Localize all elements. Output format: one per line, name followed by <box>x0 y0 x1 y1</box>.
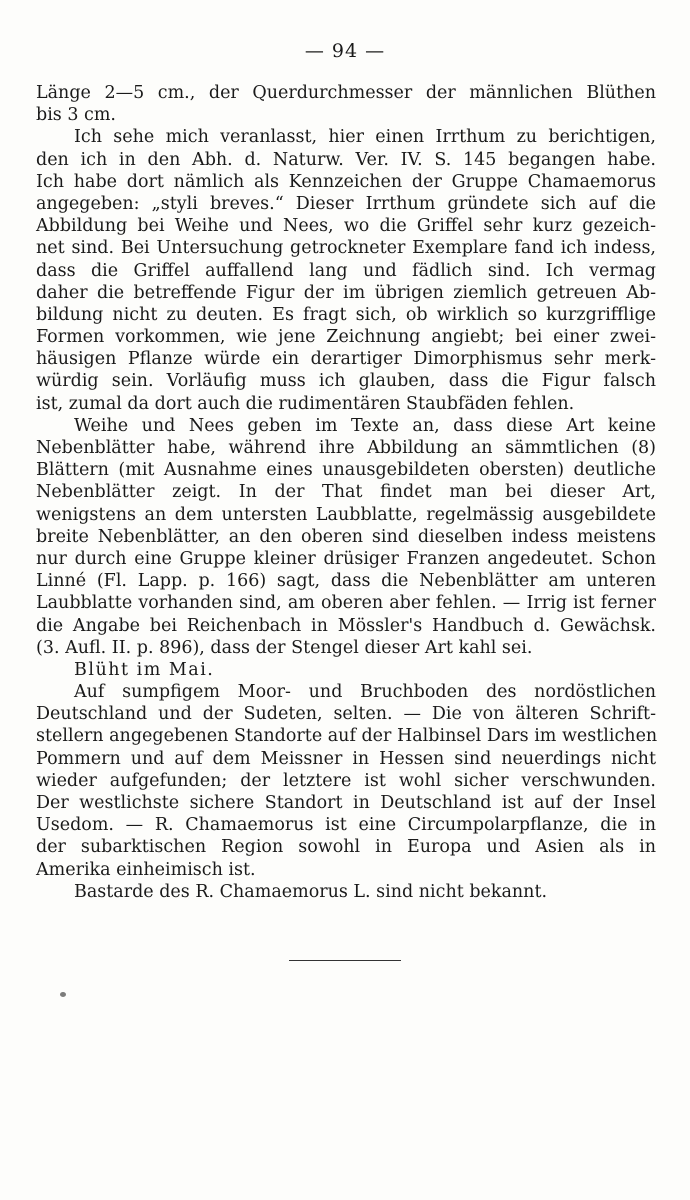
text-line: Amerika einheimisch ist. <box>36 859 256 880</box>
text-line: wieder aufgefunden; der letztere ist wohl sicher verschwunden. <box>36 770 656 791</box>
page-number: — 94 — <box>304 40 386 62</box>
text-line: bildung nicht zu deuten. Es fragt sich, ob wirklich so kurzgrifflige <box>36 304 656 325</box>
text-line: Blüht im Mai. <box>74 659 215 680</box>
text-line: Deutschland und der Sudeten, selten. — Die von älteren Schrift- <box>36 704 656 725</box>
text-line: (3. Aufl. II. p. 896), dass der Stengel dieser Art kahl sei. <box>36 637 533 658</box>
body-text <box>36 82 656 903</box>
text-line: angegeben: „styli breves.“ Dieser Irrthum gründete sich auf die <box>36 193 656 214</box>
text-line: Linné (Fl. Lapp. p. 166) sagt, dass die Nebenblätter am unteren <box>36 571 656 592</box>
text-line: Blättern (mit Ausnahme eines unausgebildeten obersten) deutliche <box>36 460 656 481</box>
text-line: würdig sein. Vorläufig muss ich glauben, dass die Figur falsch <box>36 371 656 392</box>
ink-speck <box>60 992 66 997</box>
text-line: dass die Griffel auffallend lang und fädlich sind. Ich vermag <box>36 260 656 281</box>
text-line: Ich sehe mich veranlasst, hier einen Irrthum zu berichtigen, <box>74 127 656 148</box>
text-line: stellern angegebenen Standorte auf der Halbinsel Dars im westlichen <box>36 726 658 747</box>
text-line: Nebenblätter habe, während ihre Abbildung an sämmtlichen (8) <box>36 438 656 458</box>
text-line: Weihe und Nees geben im Texte an, dass diese Art keine <box>74 415 656 436</box>
text-line: die Angabe bei Reichenbach in Mössler's Handbuch d. Gewächsk. <box>36 615 656 636</box>
text-line: Bastarde des R. Chamaemorus L. sind nicht bekannt. <box>74 881 548 902</box>
text-line: ist, zumal da dort auch die rudimentären Staubfäden fehlen. <box>36 393 575 414</box>
text-line: Pommern und auf dem Meissner in Hessen sind neuerdings nicht <box>36 748 656 769</box>
section-divider <box>289 960 401 961</box>
text-line: häusigen Pflanze würde ein derartiger Dimorphismus sehr merk- <box>36 349 656 370</box>
text-line: Usedom. — R. Chamaemorus ist eine Circumpolarpflanze, die in <box>36 815 656 836</box>
text-line: Laubblatte vorhanden sind, am oberen aber fehlen. — Irrig ist ferner <box>36 593 656 614</box>
text-line: Nebenblätter zeigt. In der That findet man bei dieser Art, <box>36 482 656 503</box>
text-line: daher die betreffende Figur der im übrigen ziemlich getreuen Ab- <box>36 282 656 303</box>
text-line: net sind. Bei Untersuchung getrockneter Exemplare fand ich indess, <box>36 238 656 259</box>
text-line: Länge 2—5 cm., der Querdurchmesser der männlichen Blüthen <box>36 83 656 103</box>
text-line: der subarktischen Region sowohl in Europa und Asien als in <box>36 837 656 858</box>
text-line: wenigstens an dem untersten Laubblatte, regelmässig ausgebildete <box>36 504 656 525</box>
text-line: breite Nebenblätter, an den oberen sind dieselben indess meistens <box>36 526 656 547</box>
text-line: nur durch eine Gruppe kleiner drüsiger Franzen angedeutet. Schon <box>36 548 656 569</box>
text-line: Der westlichste sichere Standort in Deutschland ist auf der Insel <box>36 793 656 813</box>
text-line: den ich in den Abh. d. Naturw. Ver. IV. S. 145 begangen habe. <box>36 149 656 170</box>
text-line: Ich habe dort nämlich als Kennzeichen der Gruppe Chamaemorus <box>36 171 656 192</box>
text-line: bis 3 cm. <box>36 105 116 126</box>
text-line: Auf sumpfigem Moor- und Bruchboden des nordöstlichen <box>74 682 656 703</box>
text-line: Formen vorkommen, wie jene Zeichnung angiebt; bei einer zwei- <box>36 327 656 348</box>
text-line: Abbildung bei Weihe und Nees, wo die Griffel sehr kurz gezeich- <box>36 216 656 237</box>
